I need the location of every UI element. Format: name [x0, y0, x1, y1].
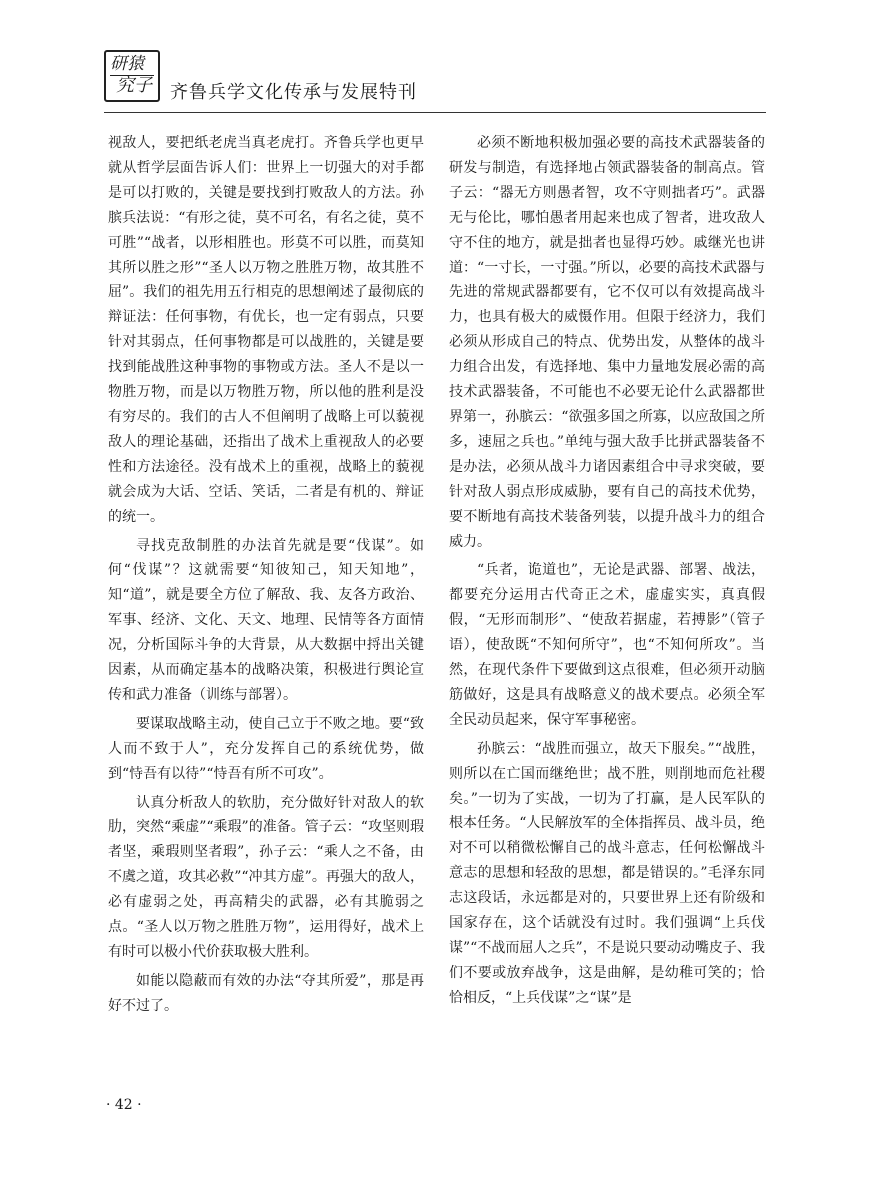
- logo-line-1: 研猿: [110, 54, 144, 74]
- paragraph: 如能以隐蔽而有效的办法“夺其所爱”，那是再好不过了。: [108, 972, 424, 1014]
- header-rule: [104, 112, 766, 113]
- left-column: [108, 131, 424, 1019]
- paragraph: 寻找克敌制胜的办法首先就是要“伐谋”。如何“伐谋”？这就需要“知彼知己，知天知地”，知“道”，就是要全方位了解敌、我、友各方政治、军事、经济、文化、天文、地理、民情等各方面情况，分析国际斗争的大背景，从大数据中捋出关键因素，从而确定基本的战略决策，积极进行舆论宣传和武力准备（训练与部署）。: [108, 537, 424, 703]
- paragraph: 认真分析敌人的软肋，充分做好针对敌人的软肋，突然“乘虚”“乘瑕”的准备。管子云：“攻坚则瑕者坚，乘瑕则坚者瑕”，孙子云：“乘人之不备，由不虞之道，攻其必救”“冲其方虚”。再强大的敌人，必有虚弱之处，再高精尖的武器，必有其脆弱之点。“圣人以万物之胜胜万物”，运用得好，战术上有时可以极小代价获取极大胜利。: [108, 794, 424, 960]
- paragraph: 必须不断地积极加强必要的高技术武器装备的研发与制造，有选择地占领武器装备的制高点。管子云：“器无方则愚者智，攻不守则拙者巧”。武器无与伦比，哪怕愚者用起来也成了智者，进攻敌人守不住的地方，就是拙者也显得巧妙。戚继光也讲道：“一寸长，一寸强。”所以，必要的高技术武器与先进的常规武器都要有，它不仅可以有效提高战斗力，也具有极大的威慑作用。但限于经济力，我们必须从形成自己的特点、优势出发，从整体的战斗力组合出发，有选择地、集中力量地发展必需的高技术武器装备，不可能也不必要无论什么武器都世界第一，孙膑云：“欲强多国之所寡，以应敌国之所多，速屈之兵也。”单纯与强大敌手比拼武器装备不是办法，必须从战斗力诸因素组合中寻求突破，要针对敌人弱点形成威胁，要有自己的高技术优势，要不断地有高技术装备列装，以提升战斗力的组合威力。: [449, 135, 765, 550]
- right-column: [449, 131, 765, 1011]
- paragraph: 视敌人，要把纸老虎当真老虎打。齐鲁兵学也更早就从哲学层面告诉人们：世界上一切强大的对手都是可以打败的，关键是要找到打败敌人的方法。孙膑兵法说：“有形之徒，莫不可名，有名之徒，莫不可胜”“战者，以形相胜也。形莫不可以胜，而莫知其所以胜之形”“圣人以万物之胜胜万物，故其胜不屈”。我们的祖先用五行相克的思想阐述了最彻底的辩证法：任何事物，有优长，也一定有弱点，只要针对其弱点，任何事物都是可以战胜的，关键是要找到能战胜这种事物的事物或方法。圣人不是以一物胜万物，而是以万物胜万物，所以他的胜利是没有穷尽的。我们的古人不但阐明了战略上可以藐视敌人的理论基础，还指出了战术上重视敌人的必要性和方法途径。没有战术上的重视，战略上的藐视就会成为大话、空话、笑话，二者是有机的、辩证的统一。: [108, 135, 424, 525]
- journal-logo: [104, 50, 160, 102]
- paragraph: “兵者，诡道也”，无论是武器、部署、战法，都要充分运用古代奇正之术，虚虚实实，真真假假，“无形而制形”、“使敌若据虚，若搏影”（管子语），使敌既“不知何所守”，也“不知何所攻”。当然，在现代条件下要做到这点很难，但必须开动脑筋做好，这是具有战略意义的战术要点。必须全军全民动员起来，保守军事秘密。: [449, 562, 765, 728]
- journal-title: 齐鲁兵学文化传承与发展特刊: [170, 82, 417, 103]
- paragraph: 要谋取战略主动，使自己立于不败之地。要“致人而不致于人”，充分发挥自己的系统优势，做到“恃吾有以待”“恃吾有所不可攻”。: [108, 715, 424, 782]
- paragraph: 孙膑云：“战胜而强立，故天下服矣。”“战胜，则所以在亡国而继绝世；战不胜，则削地而危社稷矣。”一切为了实战，一切为了打赢，是人民军队的根本任务。“人民解放军的全体指挥员、战斗员，绝对不可以稍微松懈自己的战斗意志，任何松懈战斗意志的思想和轻敌的思想，都是错误的。”毛泽东同志这段话，永远都是对的，只要世界上还有阶级和国家存在，这个话就没有过时。我们强调“上兵伐谋”“不战而屈人之兵”，不是说只要动动嘴皮子、我们不要或放弃战争，这是曲解，是幼稚可笑的；恰恰相反，“上兵伐谋”之“谋”是: [449, 740, 765, 1006]
- logo-line-2: 究子: [116, 75, 152, 96]
- page-header: [104, 50, 766, 112]
- page-number: · 42 ·: [106, 1097, 142, 1113]
